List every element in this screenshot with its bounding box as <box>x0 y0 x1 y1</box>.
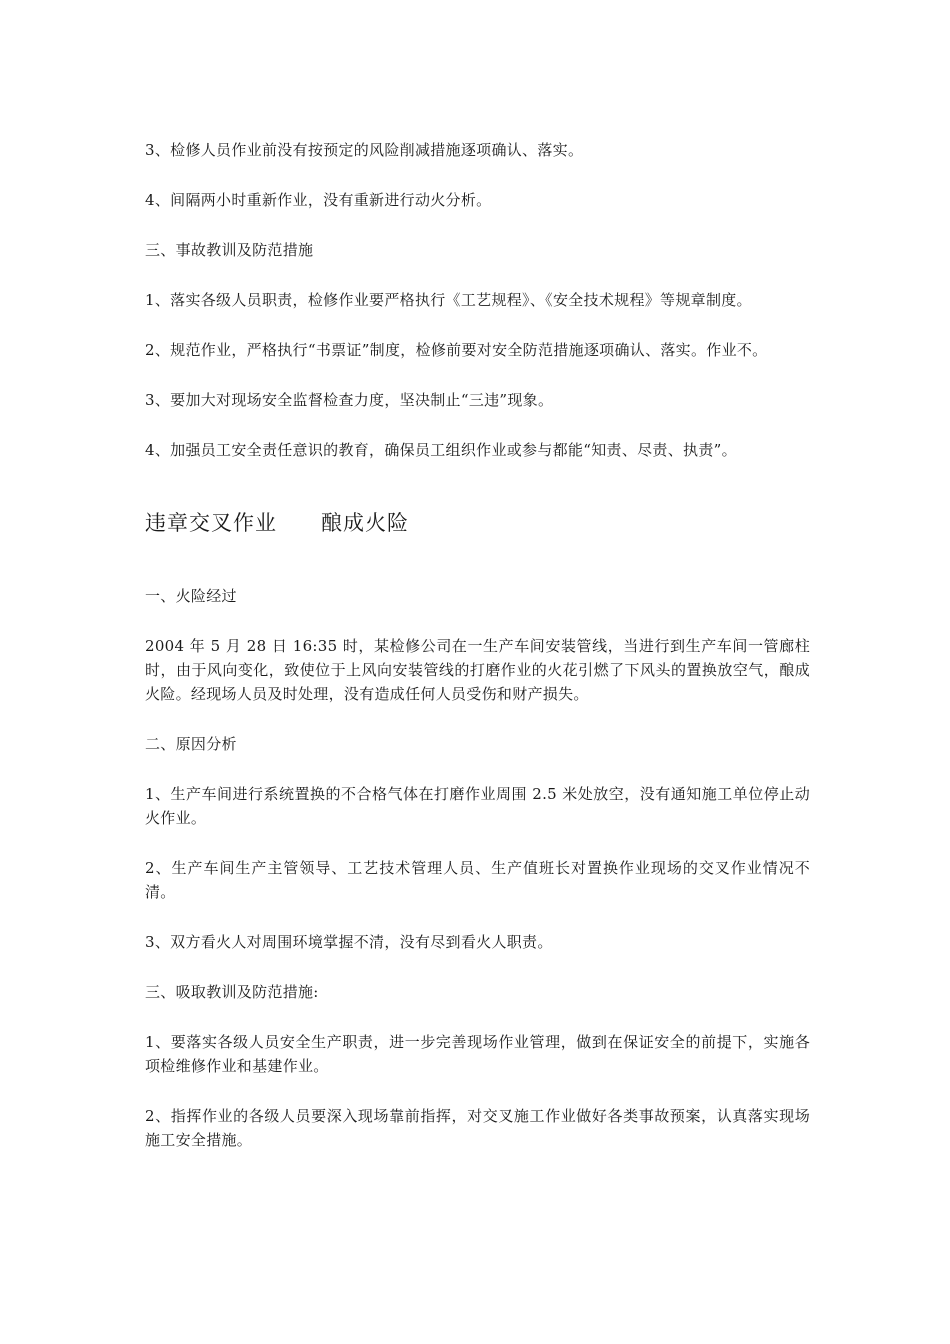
paragraph-item-4-education: 4、加强员工安全责任意识的教育，确保员工组织作业或参与都能“知责、尽责、执责”。 <box>145 441 737 459</box>
paragraph-prevention-2: 2、指挥作业的各级人员要深入现场靠前指挥，对交叉施工作业做好各类事故预案，认真落实现场施工安全措施。 <box>145 1107 810 1149</box>
paragraph-item-3-risk-check: 3、检修人员作业前没有按预定的风险削减措施逐项确认、落实。 <box>145 141 584 159</box>
document-body <box>145 138 810 1178</box>
paragraph-prevention-1: 1、要落实各级人员安全生产职责，进一步完善现场作业管理，做到在保证安全的前提下，实施各项检维修作业和基建作业。 <box>145 1033 810 1075</box>
paragraph-cause-2: 2、生产车间生产主管领导、工艺技术管理人员、生产值班长对置换作业现场的交叉作业情况不清。 <box>145 859 810 901</box>
paragraph-item-3-supervision: 3、要加大对现场安全监督检查力度，坚决制止“三违”现象。 <box>145 391 554 409</box>
article-title-part1: 违章交叉作业 <box>145 511 277 535</box>
paragraph-cause-1: 1、生产车间进行系统置换的不合格气体在打磨作业周围 2.5 米处放空，没有通知施工单位停止动火作业。 <box>145 785 810 827</box>
section-heading-incident: 一、火险经过 <box>145 587 237 605</box>
section-heading-lessons: 三、事故教训及防范措施 <box>145 241 314 259</box>
article-title <box>145 508 810 538</box>
paragraph-item-4-fire-analysis: 4、间隔两小时重新作业，没有重新进行动火分析。 <box>145 191 492 209</box>
paragraph-cause-3: 3、双方看火人对周围环境掌握不清，没有尽到看火人职责。 <box>145 933 553 951</box>
paragraph-incident-description: 2004 年 5 月 28 日 16:35 时，某检修公司在一生产车间安装管线，当进行到生产车间一管廊柱时，由于风向变化，致使位于上风向安装管线的打磨作业的火花引燃了下风头的置换放空气，酿成火险。经现场人员及时处理，没有造成任何人员受伤和财产损失。 <box>145 637 810 703</box>
section-heading-prevention: 三、吸取教训及防范措施: <box>145 983 319 1001</box>
paragraph-item-1-responsibility: 1、落实各级人员职责，检修作业要严格执行《工艺规程》、《安全技术规程》等规章制度。 <box>145 291 752 309</box>
section-heading-cause-analysis: 二、原因分析 <box>145 735 237 753</box>
article-title-part2: 酿成火险 <box>321 511 409 535</box>
paragraph-item-2-standard-work: 2、规范作业，严格执行“书票证”制度，检修前要对安全防范措施逐项确认、落实。作业不。 <box>145 341 768 359</box>
